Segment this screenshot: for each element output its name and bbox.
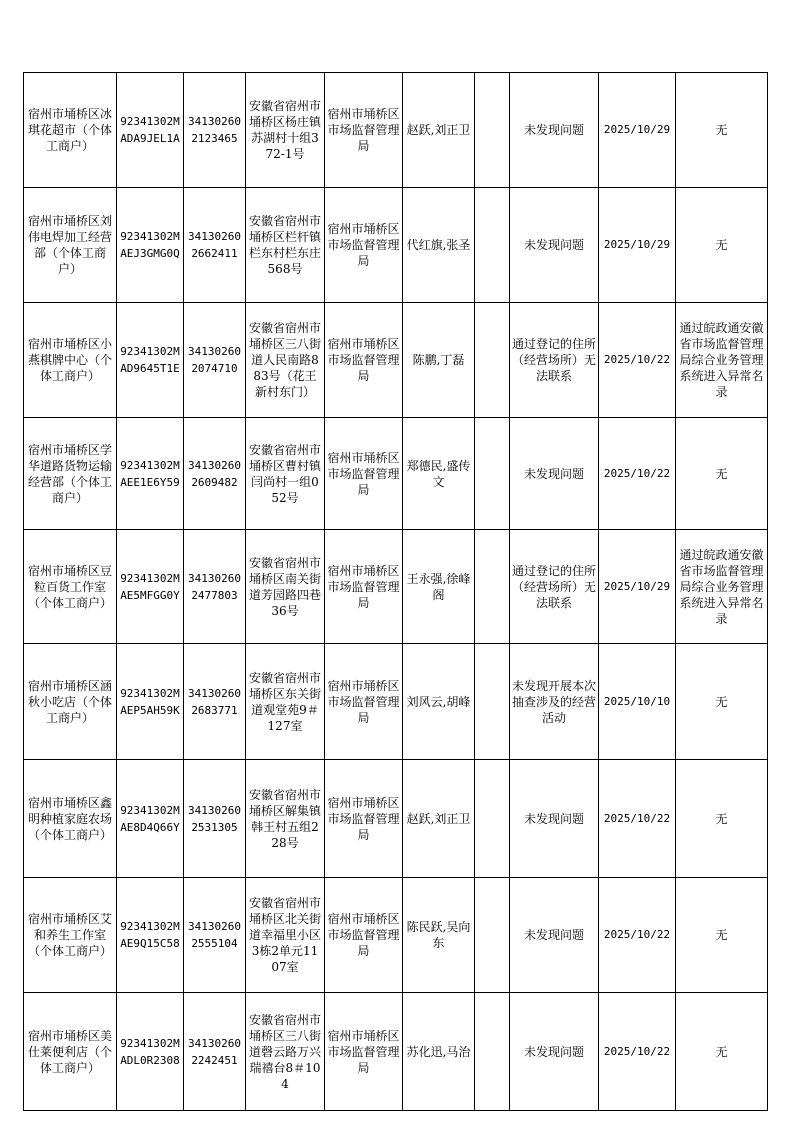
inspection-date-cell: 2025/10/10 xyxy=(599,644,676,760)
table-row xyxy=(24,878,768,993)
inspectors-cell: 王永强,徐峰阁 xyxy=(403,530,475,644)
address-cell: 安徽省宿州市埇桥区解集镇韩王村五组228号 xyxy=(246,760,325,878)
inspection-result-cell: 未发现开展本次抽查涉及的经营活动 xyxy=(510,644,599,760)
authority-cell: 宿州市埇桥区市场监督管理局 xyxy=(325,303,403,418)
address-cell: 安徽省宿州市埇桥区南关街道芳园路四巷36号 xyxy=(246,530,325,644)
inspection-date-cell: 2025/10/29 xyxy=(599,73,676,188)
empty-cell xyxy=(475,878,510,993)
handling-cell: 无 xyxy=(676,188,768,303)
enterprise-name-cell: 宿州市埇桥区豆粒百货工作室（个体工商户） xyxy=(24,530,117,644)
empty-cell xyxy=(475,188,510,303)
credit-code-cell: 92341302MAE5MFGG0Y xyxy=(117,530,184,644)
address-cell: 安徽省宿州市埇桥区北关街道幸福里小区3栋2单元1107室 xyxy=(246,878,325,993)
credit-code-cell: 92341302MAEJ3GMG0Q xyxy=(117,188,184,303)
handling-cell: 通过皖政通安徽省市场监督管理局综合业务管理系统进入异常名录 xyxy=(676,303,768,418)
enterprise-name-cell: 宿州市埇桥区艾和养生工作室（个体工商户） xyxy=(24,878,117,993)
inspection-result-cell: 未发现问题 xyxy=(510,418,599,530)
table-row xyxy=(24,760,768,878)
inspection-date-cell: 2025/10/22 xyxy=(599,303,676,418)
inspectors-cell: 赵跃,刘正卫 xyxy=(403,760,475,878)
inspection-result-cell: 未发现问题 xyxy=(510,878,599,993)
inspection-result-cell: 未发现问题 xyxy=(510,993,599,1111)
registration-number-cell: 341302602531305 xyxy=(184,760,246,878)
authority-cell: 宿州市埇桥区市场监督管理局 xyxy=(325,644,403,760)
inspection-result-cell: 通过登记的住所（经营场所）无法联系 xyxy=(510,303,599,418)
inspection-date-cell: 2025/10/29 xyxy=(599,530,676,644)
inspectors-cell: 苏化迅,马治 xyxy=(403,993,475,1111)
inspection-result-cell: 未发现问题 xyxy=(510,188,599,303)
table-row xyxy=(24,188,768,303)
enterprise-name-cell: 宿州市埇桥区涵秋小吃店（个体工商户） xyxy=(24,644,117,760)
authority-cell: 宿州市埇桥区市场监督管理局 xyxy=(325,760,403,878)
enterprise-name-cell: 宿州市埇桥区刘伟电焊加工经营部（个体工商户） xyxy=(24,188,117,303)
credit-code-cell: 92341302MAE8D4Q66Y xyxy=(117,760,184,878)
registration-number-cell: 341302602477803 xyxy=(184,530,246,644)
inspection-date-cell: 2025/10/22 xyxy=(599,760,676,878)
authority-cell: 宿州市埇桥区市场监督管理局 xyxy=(325,188,403,303)
enterprise-name-cell: 宿州市埇桥区学华道路货物运输经营部（个体工商户） xyxy=(24,418,117,530)
registration-number-cell: 341302602683771 xyxy=(184,644,246,760)
empty-cell xyxy=(475,644,510,760)
enterprise-name-cell: 宿州市埇桥区冰琪花超市（个体工商户） xyxy=(24,73,117,188)
registration-number-cell: 341302602123465 xyxy=(184,73,246,188)
handling-cell: 无 xyxy=(676,644,768,760)
table-row xyxy=(24,418,768,530)
inspectors-cell: 刘风云,胡峰 xyxy=(403,644,475,760)
enterprise-name-cell: 宿州市埇桥区小燕棋牌中心（个体工商户） xyxy=(24,303,117,418)
empty-cell xyxy=(475,760,510,878)
registration-number-cell: 341302602662411 xyxy=(184,188,246,303)
credit-code-cell: 92341302MAEP5AH59K xyxy=(117,644,184,760)
handling-cell: 无 xyxy=(676,878,768,993)
inspectors-cell: 陈鹏,丁磊 xyxy=(403,303,475,418)
table-body xyxy=(24,73,768,1111)
table-row xyxy=(24,303,768,418)
authority-cell: 宿州市埇桥区市场监督管理局 xyxy=(325,878,403,993)
table-row xyxy=(24,644,768,760)
inspection-results-table xyxy=(23,72,768,1111)
credit-code-cell: 92341302MADL0R2308 xyxy=(117,993,184,1111)
registration-number-cell: 341302602555104 xyxy=(184,878,246,993)
inspection-date-cell: 2025/10/22 xyxy=(599,878,676,993)
inspectors-cell: 赵跃,刘正卫 xyxy=(403,73,475,188)
inspection-date-cell: 2025/10/22 xyxy=(599,418,676,530)
registration-number-cell: 341302602074710 xyxy=(184,303,246,418)
table-row xyxy=(24,73,768,188)
credit-code-cell: 92341302MAE9Q15C58 xyxy=(117,878,184,993)
credit-code-cell: 92341302MAEE1E6Y59 xyxy=(117,418,184,530)
table-row xyxy=(24,993,768,1111)
address-cell: 安徽省宿州市埇桥区东关街道观堂苑9＃127室 xyxy=(246,644,325,760)
handling-cell: 通过皖政通安徽省市场监督管理局综合业务管理系统进入异常名录 xyxy=(676,530,768,644)
empty-cell xyxy=(475,530,510,644)
registration-number-cell: 341302602242451 xyxy=(184,993,246,1111)
authority-cell: 宿州市埇桥区市场监督管理局 xyxy=(325,530,403,644)
address-cell: 安徽省宿州市埇桥区三八街道人民南路883号（花王新村东门） xyxy=(246,303,325,418)
inspection-date-cell: 2025/10/29 xyxy=(599,188,676,303)
inspectors-cell: 郑德民,盛传文 xyxy=(403,418,475,530)
empty-cell xyxy=(475,303,510,418)
inspection-result-cell: 通过登记的住所（经营场所）无法联系 xyxy=(510,530,599,644)
inspectors-cell: 代红旗,张圣 xyxy=(403,188,475,303)
authority-cell: 宿州市埇桥区市场监督管理局 xyxy=(325,418,403,530)
enterprise-name-cell: 宿州市埇桥区鑫明种植家庭农场（个体工商户） xyxy=(24,760,117,878)
inspection-result-cell: 未发现问题 xyxy=(510,73,599,188)
authority-cell: 宿州市埇桥区市场监督管理局 xyxy=(325,993,403,1111)
empty-cell xyxy=(475,993,510,1111)
empty-cell xyxy=(475,73,510,188)
inspection-date-cell: 2025/10/22 xyxy=(599,993,676,1111)
address-cell: 安徽省宿州市埇桥区栏杆镇栏东村栏东庄568号 xyxy=(246,188,325,303)
authority-cell: 宿州市埇桥区市场监督管理局 xyxy=(325,73,403,188)
handling-cell: 无 xyxy=(676,418,768,530)
inspectors-cell: 陈民跃,吴向东 xyxy=(403,878,475,993)
credit-code-cell: 92341302MAD9645T1E xyxy=(117,303,184,418)
table-row xyxy=(24,530,768,644)
registration-number-cell: 341302602609482 xyxy=(184,418,246,530)
address-cell: 安徽省宿州市埇桥区杨庄镇苏湖村十组372-1号 xyxy=(246,73,325,188)
address-cell: 安徽省宿州市埇桥区三八街道磬云路万兴瑞禧台8＃104 xyxy=(246,993,325,1111)
inspection-result-cell: 未发现问题 xyxy=(510,760,599,878)
handling-cell: 无 xyxy=(676,73,768,188)
empty-cell xyxy=(475,418,510,530)
handling-cell: 无 xyxy=(676,993,768,1111)
enterprise-name-cell: 宿州市埇桥区美仕莱便利店（个体工商户） xyxy=(24,993,117,1111)
handling-cell: 无 xyxy=(676,760,768,878)
address-cell: 安徽省宿州市埇桥区曹村镇闫尚村一组052号 xyxy=(246,418,325,530)
credit-code-cell: 92341302MADA9JEL1A xyxy=(117,73,184,188)
